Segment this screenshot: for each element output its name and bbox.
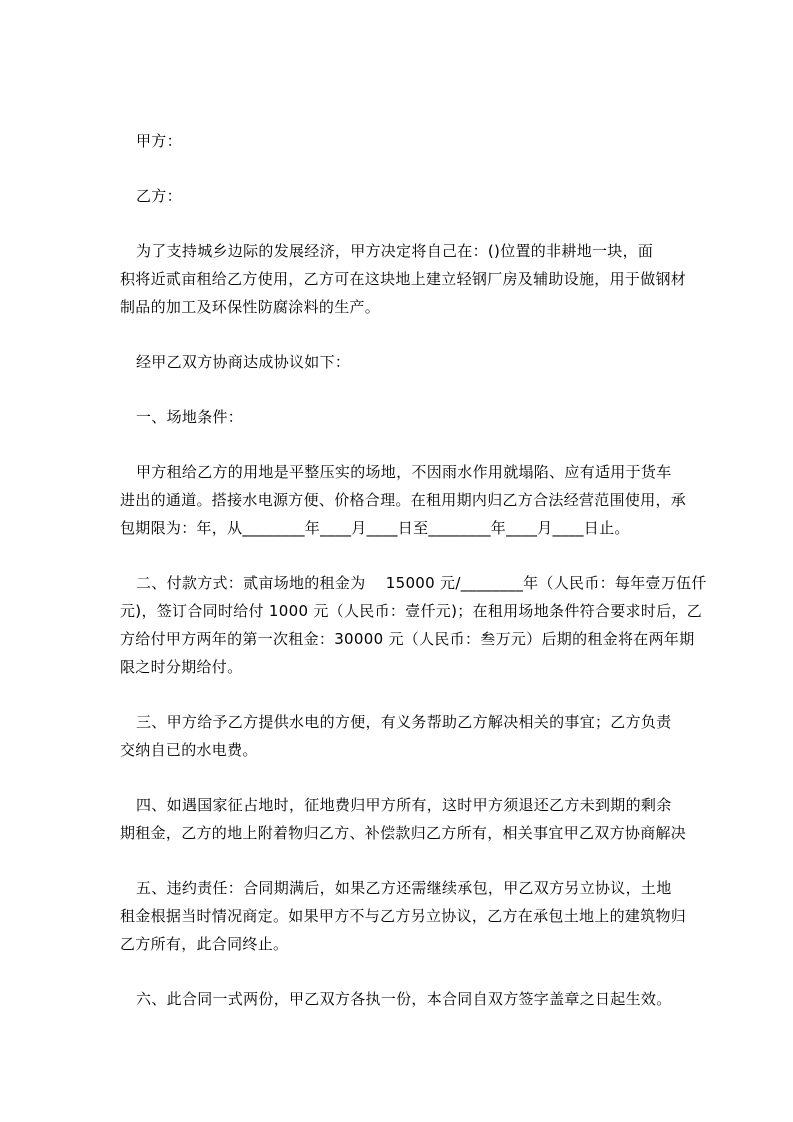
section-4-line: 期租金，乙方的地上附着物归乙方、补偿款归乙方所有，相关事宜甲乙双方协商解决 bbox=[120, 824, 687, 842]
agreement-intro: 经甲乙双方协商达成协议如下： bbox=[136, 353, 351, 371]
section-3-paragraph bbox=[120, 708, 690, 764]
intro-line: 制品的加工及环保性防腐涂料的生产。 bbox=[120, 298, 381, 316]
party-b-label: 乙方： bbox=[136, 187, 182, 205]
section-5-paragraph bbox=[120, 874, 690, 958]
section-2-line: 元)，签订合同时给付 1000 元（人民币：壹仟元)；在租用场地条件符合要求时后，乙 bbox=[120, 602, 703, 620]
section-2-line: 方给付甲方两年的第一次租金：30000 元（人民币：叁万元）后期的租金将在两年期 bbox=[120, 630, 695, 648]
contract-body bbox=[120, 127, 707, 1013]
section-5-line: 乙方所有，此合同终止。 bbox=[120, 935, 289, 953]
section-3-line: 三、甲方给予乙方提供水电的方便，有义务帮助乙方解决相关的事宜；乙方负责 bbox=[136, 713, 672, 731]
section-3-line: 交纳自已的水电费。 bbox=[120, 741, 258, 759]
section-2-line: 限之时分期给付。 bbox=[120, 658, 243, 676]
intro-paragraph bbox=[120, 237, 690, 321]
intro-line: 为了支持城乡边际的发展经济，甲方决定将自己在：()位置的非耕地一块，面 bbox=[136, 242, 654, 260]
section-2-paragraph bbox=[120, 569, 707, 681]
section-5-line: 五、违约责任：合同期满后，如果乙方还需继续承包，甲乙双方另立协议，土地 bbox=[136, 879, 672, 897]
section-1-title: 一、场地条件： bbox=[136, 408, 244, 426]
section-6-line: 六、此合同一式两份，甲乙双方各执一份，本合同自双方签字盖章之日起生效。 bbox=[136, 990, 672, 1008]
intro-line: 积将近贰亩租给乙方使用，乙方可在这块地上建立轻钢厂房及辅助设施，用于做钢材 bbox=[120, 270, 687, 288]
section-4-line: 四、如遇国家征占地时，征地费归甲方所有，这时甲方须退还乙方未到期的剩余 bbox=[136, 796, 672, 814]
section-1-line: 甲方租给乙方的用地是平整压实的场地，不因雨水作用就塌陷、应有适用于货车 bbox=[136, 463, 672, 481]
section-1-line: 包期限为：年，从________年____月____日至________年____月____日止。 bbox=[120, 519, 630, 537]
section-4-paragraph bbox=[120, 791, 690, 847]
section-1-line: 进出的通道。搭接水电源方便、价格合理。在租用期内归乙方合法经营范围使用，承 bbox=[120, 491, 687, 509]
section-2-line: 二、付款方式：贰亩场地的租金为 15000 元/________年（人民币：每年壹万伍仟 bbox=[136, 574, 707, 592]
party-a-label: 甲方： bbox=[136, 132, 182, 150]
section-1-paragraph bbox=[120, 458, 690, 542]
section-5-line: 租金根据当时情况商定。如果甲方不与乙方另立协议，乙方在承包土地上的建筑物归 bbox=[120, 907, 687, 925]
